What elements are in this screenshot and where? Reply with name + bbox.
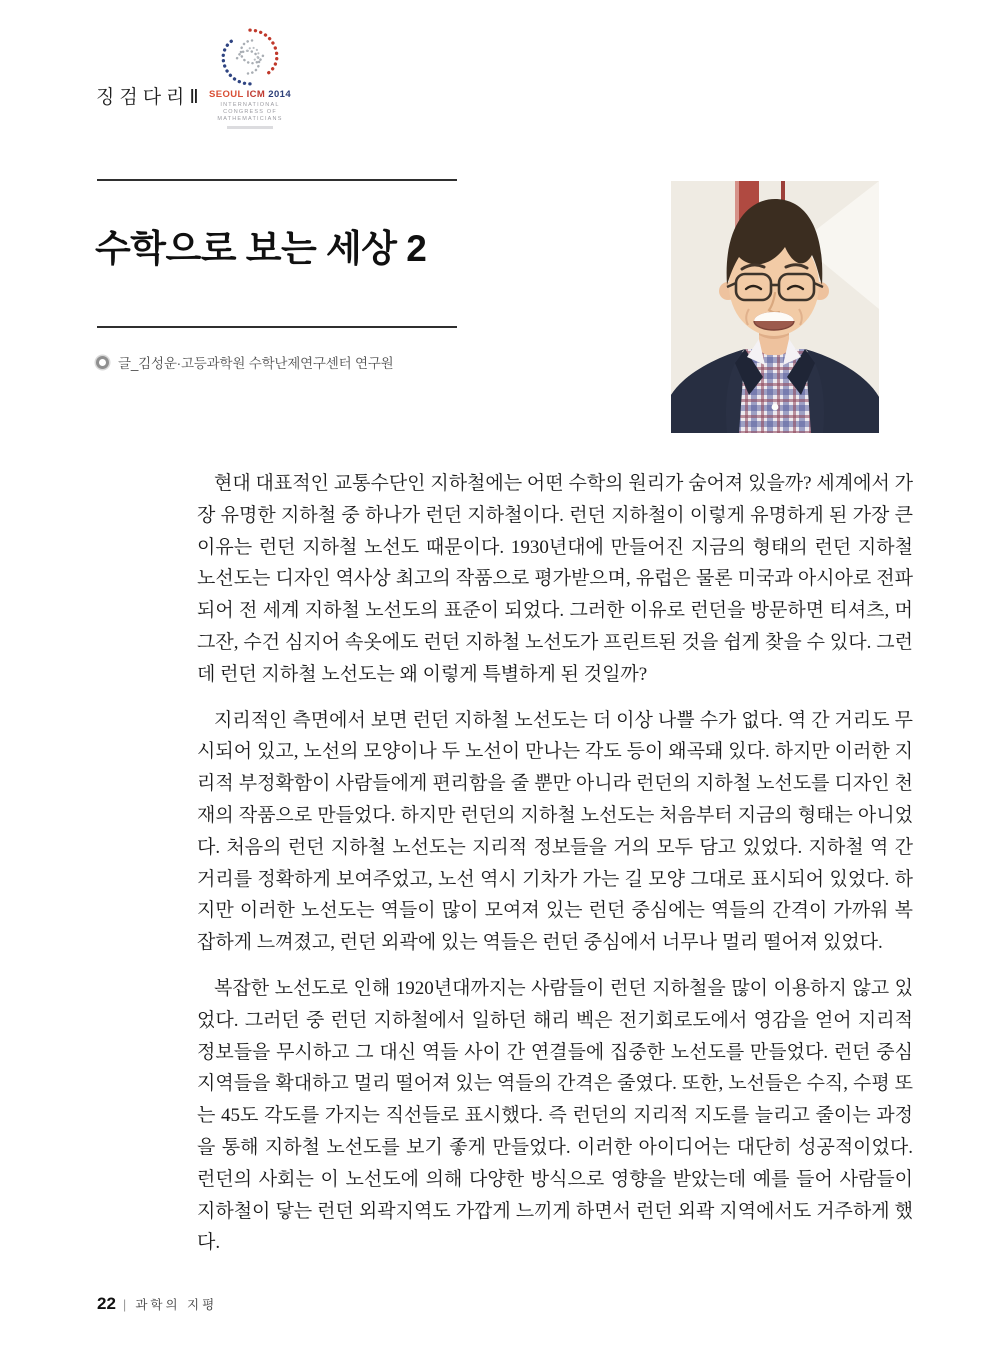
logo-subtitle-line3: MATHEMATICIANS	[217, 116, 283, 122]
article-body	[197, 468, 913, 1259]
article-title: 수학으로 보는 세상 2	[95, 228, 427, 269]
paragraph-1: 현대 대표적인 교통수단인 지하철에는 어떤 수학의 원리가 숨어져 있을까? 세계에서 가장 유명한 지하철 중 하나가 런던 지하철이다. 런던 지하철이 이렇게 유명하게 된 가장 큰 이유는 런던 지하철 노선도 때문이다. 1930년대에 만들어진 지금의 형태의 런던 지하철 노선도는 디자인 역사상 최고의 작품으로 평가받으며, 유럽은 물론 미국과 아시아로 전파되어 전 세계 지하철 노선도의 표준이 되었다. 그러한 이유로 런던을 방문하면 티셔츠, 머그잔, 수건 심지어 속옷에도 런던 지하철 노선도가 프린트된 것을 쉽게 찾을 수 있다. 그런데 런던 지하철 노선도는 왜 이렇게 특별하게 된 것일까?	[197, 473, 913, 685]
page-number: 22	[97, 1294, 116, 1313]
footer-divider: |	[122, 1296, 127, 1312]
logo-word-2014: 2014	[268, 89, 291, 100]
byline-bullet-icon	[96, 356, 109, 369]
author-portrait-photo	[671, 181, 879, 433]
paragraph-3: 복잡한 노선도로 인해 1920년대까지는 사람들이 런던 지하철을 많이 이용하지 않고 있었다. 그러던 중 런던 지하철에서 일하던 해리 벡은 전기회로도에서 영감을 얻어 지리적 정보들을 무시하고 그 대신 역들 사이 간 연결들에 집중한 노선도를 만들었다. 런던 중심지역들을 확대하고 멀리 떨어져 있는 역들의 간격은 줄였다. 또한, 노선들은 수직, 수평 또는 45도 각도를 가지는 직선들로 표시했다. 즉 런던의 지리적 지도를 늘리고 줄이는 과정을 통해 지하철 노선도를 보기 좋게 만들었다. 이러한 아이디어는 대단히 성공적이었다. 런던의 사회는 이 노선도에 의해 다양한 방식으로 영향을 받았는데 예를 들어 사람들이 지하철이 닿는 런던 외곽지역도 가깝게 느끼게 하면서 런던 외곽 지역에서도 거주하게 했다.	[197, 977, 913, 1254]
logo-word-icm: ICM	[246, 89, 266, 100]
logo-wordmark	[198, 89, 302, 100]
logo-word-seoul: SEOUL	[208, 89, 244, 100]
paragraph-2: 지리적인 측면에서 보면 런던 지하철 노선도는 더 이상 나쁠 수가 없다. 역 간 거리도 무시되어 있고, 노선의 모양이나 두 노선이 만나는 각도 등이 왜곡돼 있다. 하지만 이러한 지리적 부정확함이 사람들에게 편리함을 줄 뿐만 아니라 런던의 지하철 노선도를 디자인 천재의 작품으로 만들었다. 하지만 런던의 지하철 노선도는 처음부터 지금의 형태는 아니었다. 처음의 런던 지하철 노선도는 지리적 정보들을 거의 모두 담고 있었다. 지하철 역 간 거리를 정확하게 보여주었고, 노선 역시 기차가 가는 길 모양 그대로 표시되어 있었다. 하지만 이러한 노선도는 역들이 많이 모여져 있는 런던 중심에는 역들의 간격이 가까워 복잡하게 느껴졌고, 런던 외곽에 있는 역들은 런던 중심에서 너무나 멀리 떨어져 있었다.	[197, 709, 913, 954]
byline	[96, 352, 394, 372]
icm-2014-logo	[198, 26, 302, 144]
page-footer	[97, 1294, 217, 1314]
section-label: 징검다리Ⅱ	[96, 87, 204, 108]
journal-title: 과학의 지평	[135, 1298, 218, 1312]
logo-subtitle-line2: CONGRESS OF	[223, 109, 277, 115]
byline-text: 글_김성운·고등과학원 수학난제연구센터 연구원	[118, 356, 394, 371]
title-rule-top	[97, 179, 457, 181]
logo-subtitle-line1: INTERNATIONAL	[220, 102, 280, 108]
logo-subtitle	[198, 102, 302, 123]
title-rule-bottom	[97, 326, 457, 328]
icm-spiral-icon	[198, 26, 302, 88]
logo-fine-print	[227, 126, 273, 129]
